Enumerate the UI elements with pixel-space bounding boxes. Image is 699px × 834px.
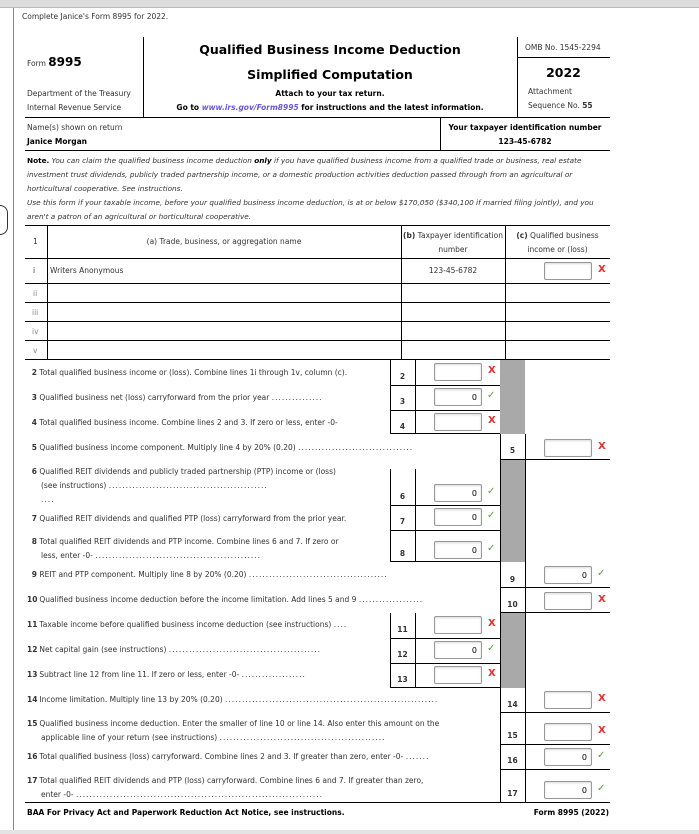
line-4-input[interactable] [434, 413, 482, 431]
line-13-label: 13 Subtract line 12 from line 11. If zero or less, enter -0- ................... [27, 670, 306, 679]
col-c-header: (c) Qualified business income or (loss) [516, 231, 599, 254]
incorrect-icon: X [488, 415, 496, 426]
line-6-label: 6 Qualified REIT dividends and publicly traded partnership (PTP) income or (loss) (see instructions) ............................................... .... [31, 467, 336, 504]
line-12-input[interactable] [434, 641, 482, 659]
col-a-header: (a) Trade, business, or aggregation name [146, 237, 302, 246]
line-14-label: 14 Income limitation. Multiply line 13 by 20% (0.20) ............................................................... [27, 695, 439, 704]
line-1-number: 1 [33, 237, 38, 246]
line-13-input[interactable] [434, 666, 482, 684]
correct-icon: ✓ [597, 568, 606, 579]
line-6-box-number: 6 [399, 492, 406, 501]
line-3-box-number: 3 [399, 397, 406, 406]
line-10-input[interactable] [544, 592, 592, 610]
line-2-label: 2 Total qualified business income or (loss). Combine lines 1i through 1v, column (c). [31, 368, 348, 377]
taxpayer-tin: 123-45-6782 [498, 137, 552, 146]
dept-label: Department of the Treasury [27, 89, 131, 98]
line-17-label: 17 Total qualified REIT dividends and PTP (loss) carryforward. Combine lines 6 and 7. If greater than zero, enter -0- ......................................................................... [27, 776, 424, 799]
correct-icon: ✓ [487, 390, 496, 401]
attach-text: Attach to your tax return. [275, 89, 385, 98]
form-title: Qualified Business Income Deduction [199, 42, 461, 57]
line-9-input[interactable] [544, 566, 592, 584]
line-8-label: 8 Total qualified REIT dividends and PTP income. Combine lines 6 and 7. If zero or less, enter -0- ................................................. [31, 537, 339, 560]
line-12-label: 12 Net capital gain (see instructions) ............................................. [27, 645, 322, 654]
line-9-label: 9 REIT and PTP component. Multiply line 8 by 20% (0.20) ......................................... [31, 570, 388, 579]
line-14-box-number: 14 [507, 700, 518, 709]
line-5-box-number: 5 [509, 446, 516, 455]
line-3-label: 3 Qualified business net (loss) carryforward from the prior year ............... [31, 393, 323, 402]
line-11-box-number: 11 [397, 625, 408, 634]
business-tin: 123-45-6782 [428, 266, 478, 275]
eligibility-text: Use this form if your taxable income, before your qualified business income deduction, is at or below $170,050 ($340,100 if married filing jointly), and you aren't a patron of an agricultural or horticultural cooperative. [27, 198, 594, 221]
line-16-input[interactable] [544, 748, 592, 766]
collapse-handle[interactable] [0, 205, 8, 235]
irs-label: Internal Revenue Service [27, 103, 122, 112]
line-3-input[interactable] [434, 388, 482, 406]
bottom-bar [0, 830, 699, 834]
col-b-header: (b) Taxpayer identification number [403, 231, 503, 254]
line-15-box-number: 15 [507, 731, 518, 740]
incorrect-icon: X [488, 618, 496, 629]
attachment-label: Attachment [528, 87, 572, 96]
line-14-input[interactable] [544, 691, 592, 709]
panel-border [13, 8, 14, 830]
line-2-box-number: 2 [399, 372, 406, 381]
line-13-box-number: 13 [397, 675, 408, 684]
table-row: ii [33, 289, 38, 298]
incorrect-icon: X [598, 441, 606, 452]
form-footer-id: Form 8995 (2022) [533, 808, 609, 817]
line-17-box-number: 17 [507, 789, 518, 798]
line-17-input[interactable] [544, 781, 592, 799]
note-text: Note. You can claim the qualified business income deduction only if you have qualified business income from a qualified trade or business, real estate investment trust dividends, publicly traded partnership income, or a domestic production activities deduction passed through from an agricultural or horticultural cooperative. See instructions. Use this form if your taxable income, before your qualified business income deduction, is at or below $170,050 ($340,100 if married filing jointly), and you aren't a patron of an agricultural or horticultural cooperative. [27, 156, 594, 221]
instruction-text: Complete Janice's Form 8995 for 2022. [22, 12, 169, 21]
line-2-input[interactable] [434, 363, 482, 381]
line-4-box-number: 4 [399, 422, 406, 431]
top-bar [0, 0, 699, 8]
goto-text: Go to www.irs.gov/Form8995 for instructions and the latest information. [176, 103, 484, 112]
table-row: iv [32, 327, 39, 336]
row-label: i [33, 266, 36, 275]
line-7-input[interactable] [434, 508, 482, 526]
table-row: v [33, 346, 38, 355]
incorrect-icon: X [598, 693, 606, 704]
correct-icon: ✓ [487, 543, 496, 554]
tax-year: 2022 [546, 65, 581, 80]
line-16-box-number: 16 [507, 756, 518, 765]
incorrect-icon: X [488, 668, 496, 679]
form-subtitle: Simplified Computation [247, 67, 413, 82]
correct-icon: ✓ [487, 643, 496, 654]
form-number: Form 8995 [27, 55, 82, 69]
correct-icon: ✓ [597, 750, 606, 761]
privacy-notice: BAA For Privacy Act and Paperwork Reduction Act Notice, see instructions. [27, 808, 345, 817]
taxpayer-name: Janice Morgan [27, 137, 87, 146]
incorrect-icon: X [598, 594, 606, 605]
irs-link[interactable]: www.irs.gov/Form8995 [201, 103, 299, 112]
sequence-label: Sequence No. 55 [528, 101, 593, 110]
omb-number: OMB No. 1545-2294 [525, 43, 601, 52]
line-8-input[interactable] [434, 541, 482, 559]
line-15-label: 15 Qualified business income deduction. Enter the smaller of line 10 or line 14. Also enter this amount on the applicable line of your return (see instructions) ................................................. [27, 719, 440, 742]
correct-icon: ✓ [487, 510, 496, 521]
tin-label: Your taxpayer identification number [448, 123, 602, 132]
incorrect-icon: X [488, 365, 496, 376]
line-11-label: 11 Taxable income before qualified business income deduction (see instructions) .... [27, 620, 348, 629]
line-10-label: 10 Qualified business income deduction before the income limitation. Add lines 5 and 9 ................... [27, 595, 424, 604]
line-5-label: 5 Qualified business income component. Multiply line 4 by 20% (0.20) .................................. [31, 443, 414, 452]
incorrect-icon: X [598, 725, 606, 736]
table-row: iii [32, 308, 39, 317]
line-9-box-number: 9 [509, 575, 516, 584]
line-5-input[interactable] [544, 439, 592, 457]
line-12-box-number: 12 [397, 650, 408, 659]
line-8-box-number: 8 [399, 549, 406, 558]
incorrect-icon: X [598, 264, 606, 275]
line-15-input[interactable] [544, 723, 592, 741]
line-4-label: 4 Total qualified business income. Combine lines 2 and 3. If zero or less, enter -0- [31, 418, 338, 427]
line-16-label: 16 Total qualified business (loss) carryforward. Combine lines 2 and 3. If greater than zero, enter -0- ....... [27, 752, 430, 761]
line-7-box-number: 7 [399, 517, 406, 526]
line-6-input[interactable] [434, 484, 482, 502]
name-label: Name(s) shown on return [27, 123, 123, 132]
line-11-input[interactable] [434, 616, 482, 634]
line-7-label: 7 Qualified REIT dividends and qualified PTP (loss) carryforward from the prior year. [31, 514, 347, 523]
line-10-box-number: 10 [507, 600, 518, 609]
business-name: Writers Anonymous [50, 266, 124, 275]
correct-icon: ✓ [597, 783, 606, 794]
correct-icon: ✓ [487, 486, 496, 497]
line-1i-income-input[interactable] [544, 262, 592, 280]
